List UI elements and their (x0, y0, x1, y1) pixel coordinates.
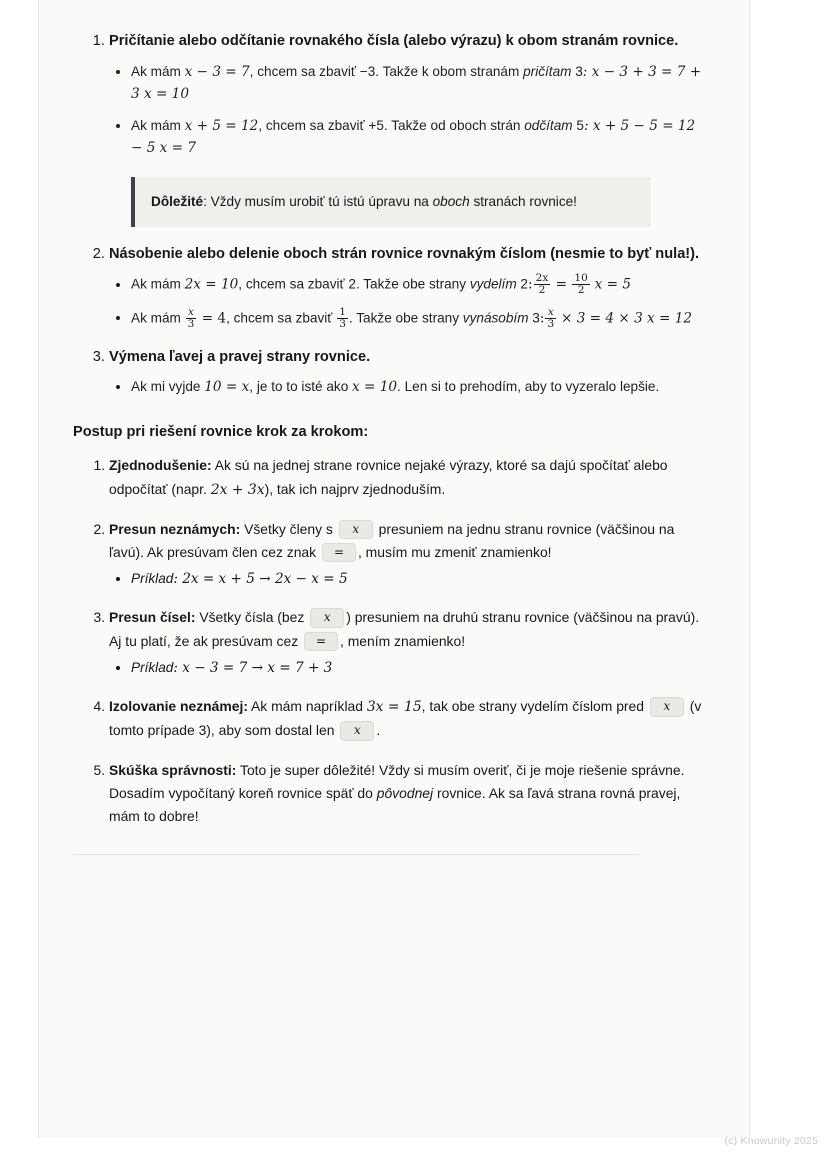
text: , je to to isté ako (249, 379, 353, 395)
rules-list (73, 30, 709, 398)
list-item (131, 657, 709, 680)
list-item (109, 606, 709, 679)
variable-chip-x[interactable]: x (650, 697, 684, 716)
text: , mením znamienko! (340, 632, 466, 649)
list-item (131, 273, 709, 296)
rule-examples (109, 376, 709, 398)
text: . Len si to prehodím, aby to vyzeralo lepšie. (397, 379, 660, 395)
variable-chip-x[interactable]: x (340, 721, 374, 740)
list-item (109, 346, 709, 399)
text: Toto je super dôležité! Vždy si musím overiť, či je moje riešenie správne. Dosadím vypočítaný koreň rovnice späť do (109, 761, 685, 801)
list-item (131, 376, 709, 398)
operator-chip-equals[interactable]: = (304, 632, 338, 651)
fraction-denominator: 3 (339, 317, 346, 330)
important-callout (131, 177, 651, 227)
example-list (109, 568, 709, 591)
emphasis: odčítam (524, 117, 573, 133)
text: Ak mám (131, 117, 185, 133)
text: , chcem sa zbaviť (226, 309, 337, 325)
text: , tak obe strany vydelím číslom pred (421, 698, 648, 715)
text: , musím mu zmeniť znamienko! (357, 543, 552, 560)
text: presuniem na jednu stranu rovnice (väčšinou na ľavú). Ak presúvam člen cez znak (109, 520, 675, 560)
callout-label: Dôležité (151, 193, 204, 209)
list-item (131, 568, 709, 591)
document-sheet (38, 0, 750, 1138)
list-item (131, 307, 709, 330)
example-label: Príklad (131, 659, 174, 675)
emphasis: oboch (432, 193, 470, 209)
rule-title: 2. Násobenie alebo delenie oboch strán rovnice rovnakým číslom (nesmie to byť nula!). (109, 245, 700, 262)
variable-chip-x[interactable]: x (339, 520, 373, 539)
text: Ak mám napríklad (247, 698, 367, 715)
math-result: : x + 5 − 5 = 12 − 5 x = 7 (131, 117, 696, 156)
fraction-denominator: 2 (577, 284, 585, 297)
step-label: Presun čísel: (109, 609, 196, 626)
fraction-denominator: 3 (547, 317, 555, 330)
copyright-notice: (c) Knowunity 2025 (724, 1135, 818, 1147)
step-label: Skúška správnosti: (109, 761, 237, 778)
list-item (109, 243, 709, 330)
math-expression: 2x + 3x (210, 481, 265, 498)
text: ), tak ich najprv zjednoduším. (264, 480, 446, 497)
fraction-numerator: 10 (574, 272, 588, 285)
text: Všetky čísla (bez (195, 609, 309, 626)
text: stranách rovnice! (469, 193, 577, 209)
math-expression: : x − 3 = 7 → x = 7 + 3 (173, 659, 333, 676)
text: rovnice. Ak sa ľavá strana rovná pravej, mám to dobre! (109, 784, 681, 824)
step-label: Zjednodušenie: (109, 457, 212, 474)
text: Všetky členy s (240, 520, 337, 537)
text: 3 (528, 309, 540, 325)
fraction-denominator: 2 (538, 284, 546, 297)
colon: : (539, 309, 545, 326)
list-item (109, 695, 709, 742)
fraction (572, 273, 589, 296)
emphasis: vynásobím (462, 309, 529, 325)
text: 2 (516, 276, 528, 292)
math-expression: : 2x = x + 5 → 2x − x = 5 (173, 570, 348, 587)
page-title: Postup pri riešení rovnice krok za krokom: (73, 424, 369, 441)
fraction-denominator: 3 (187, 317, 195, 330)
math-expression: x + 5 = 12 (184, 117, 259, 134)
text: Ak mi vyjde (131, 379, 205, 395)
math-expression: 3x = 15 (366, 699, 422, 716)
math-result: : x − 3 + 3 = 7 + 3 x = 10 (131, 63, 702, 102)
list-item (109, 759, 709, 828)
fraction (545, 307, 556, 330)
steps-list (73, 454, 709, 827)
text: , chcem sa zbaviť −3. Takže k obom stranám (249, 63, 524, 79)
rule-examples (109, 273, 709, 330)
math-expression: 10 = x (204, 379, 250, 396)
step-label: Presun neznámych: (109, 520, 241, 537)
example-list (109, 657, 709, 680)
math-result: × 3 = 4 × 3 x = 12 (561, 309, 693, 326)
emphasis: pôvodnej (376, 784, 434, 801)
fraction (186, 307, 197, 330)
text: Ak sú na jednej strane rovnice nejaké výrazy, ktoré sa dajú spočítať alebo odpočítať (napr. (109, 457, 668, 497)
math-result: x = 5 (594, 276, 631, 293)
list-item (109, 30, 709, 227)
text: Ak mám (131, 309, 185, 325)
math-expression: x = 10 (352, 379, 398, 396)
text: 3 (571, 63, 583, 79)
rule-examples (109, 61, 709, 159)
text: , chcem sa zbaviť 2. Takže obe strany (238, 276, 470, 292)
list-item (109, 454, 709, 501)
fraction-numerator: 1 (339, 305, 346, 318)
text: Ak mám (131, 63, 185, 79)
fraction (534, 273, 551, 296)
math-expression: = 4 (197, 309, 227, 326)
rule-title: 1. Pričítanie alebo odčítanie rovnakého čísla (alebo výrazu) k obom stranám rovnice. (109, 33, 679, 49)
list-item (131, 115, 709, 159)
math-expression: x − 3 = 7 (184, 63, 250, 80)
text: . Takže obe strany (348, 309, 463, 325)
operator-chip-equals[interactable]: = (322, 543, 356, 562)
example-label: Príklad (131, 570, 174, 586)
text: Ak mám (131, 276, 185, 292)
emphasis: pričítam (523, 63, 572, 79)
text: , chcem sa zbaviť +5. Takže od oboch strán (258, 117, 525, 133)
rule-title: 3. Výmena ľavej a pravej strany rovnice. (109, 348, 371, 365)
fraction-numerator: x (186, 307, 197, 319)
equals-sign: = (551, 276, 572, 293)
fraction (337, 307, 348, 330)
divider (73, 854, 639, 855)
variable-chip-x[interactable]: x (310, 608, 344, 627)
math-expression: 2x = 10 (184, 276, 239, 293)
text: ) presuniem na druhú stranu rovnice (väčšinou na pravú). Aj tu platí, že ak presúvam cez (109, 609, 700, 649)
text: . (376, 722, 381, 739)
text: (v tomto prípade 3), aby som dostal len (109, 698, 702, 739)
step-label: Izolovanie neznámej: (109, 698, 248, 715)
list-item (131, 61, 709, 105)
fraction-numerator: 2x (535, 272, 549, 285)
text: : Vždy musím urobiť tú istú úpravu na (203, 193, 433, 209)
fraction-numerator: x (545, 307, 556, 319)
list-item (109, 518, 709, 591)
emphasis: vydelím (469, 276, 517, 292)
colon: : (528, 276, 533, 293)
text: 5 (572, 117, 584, 133)
